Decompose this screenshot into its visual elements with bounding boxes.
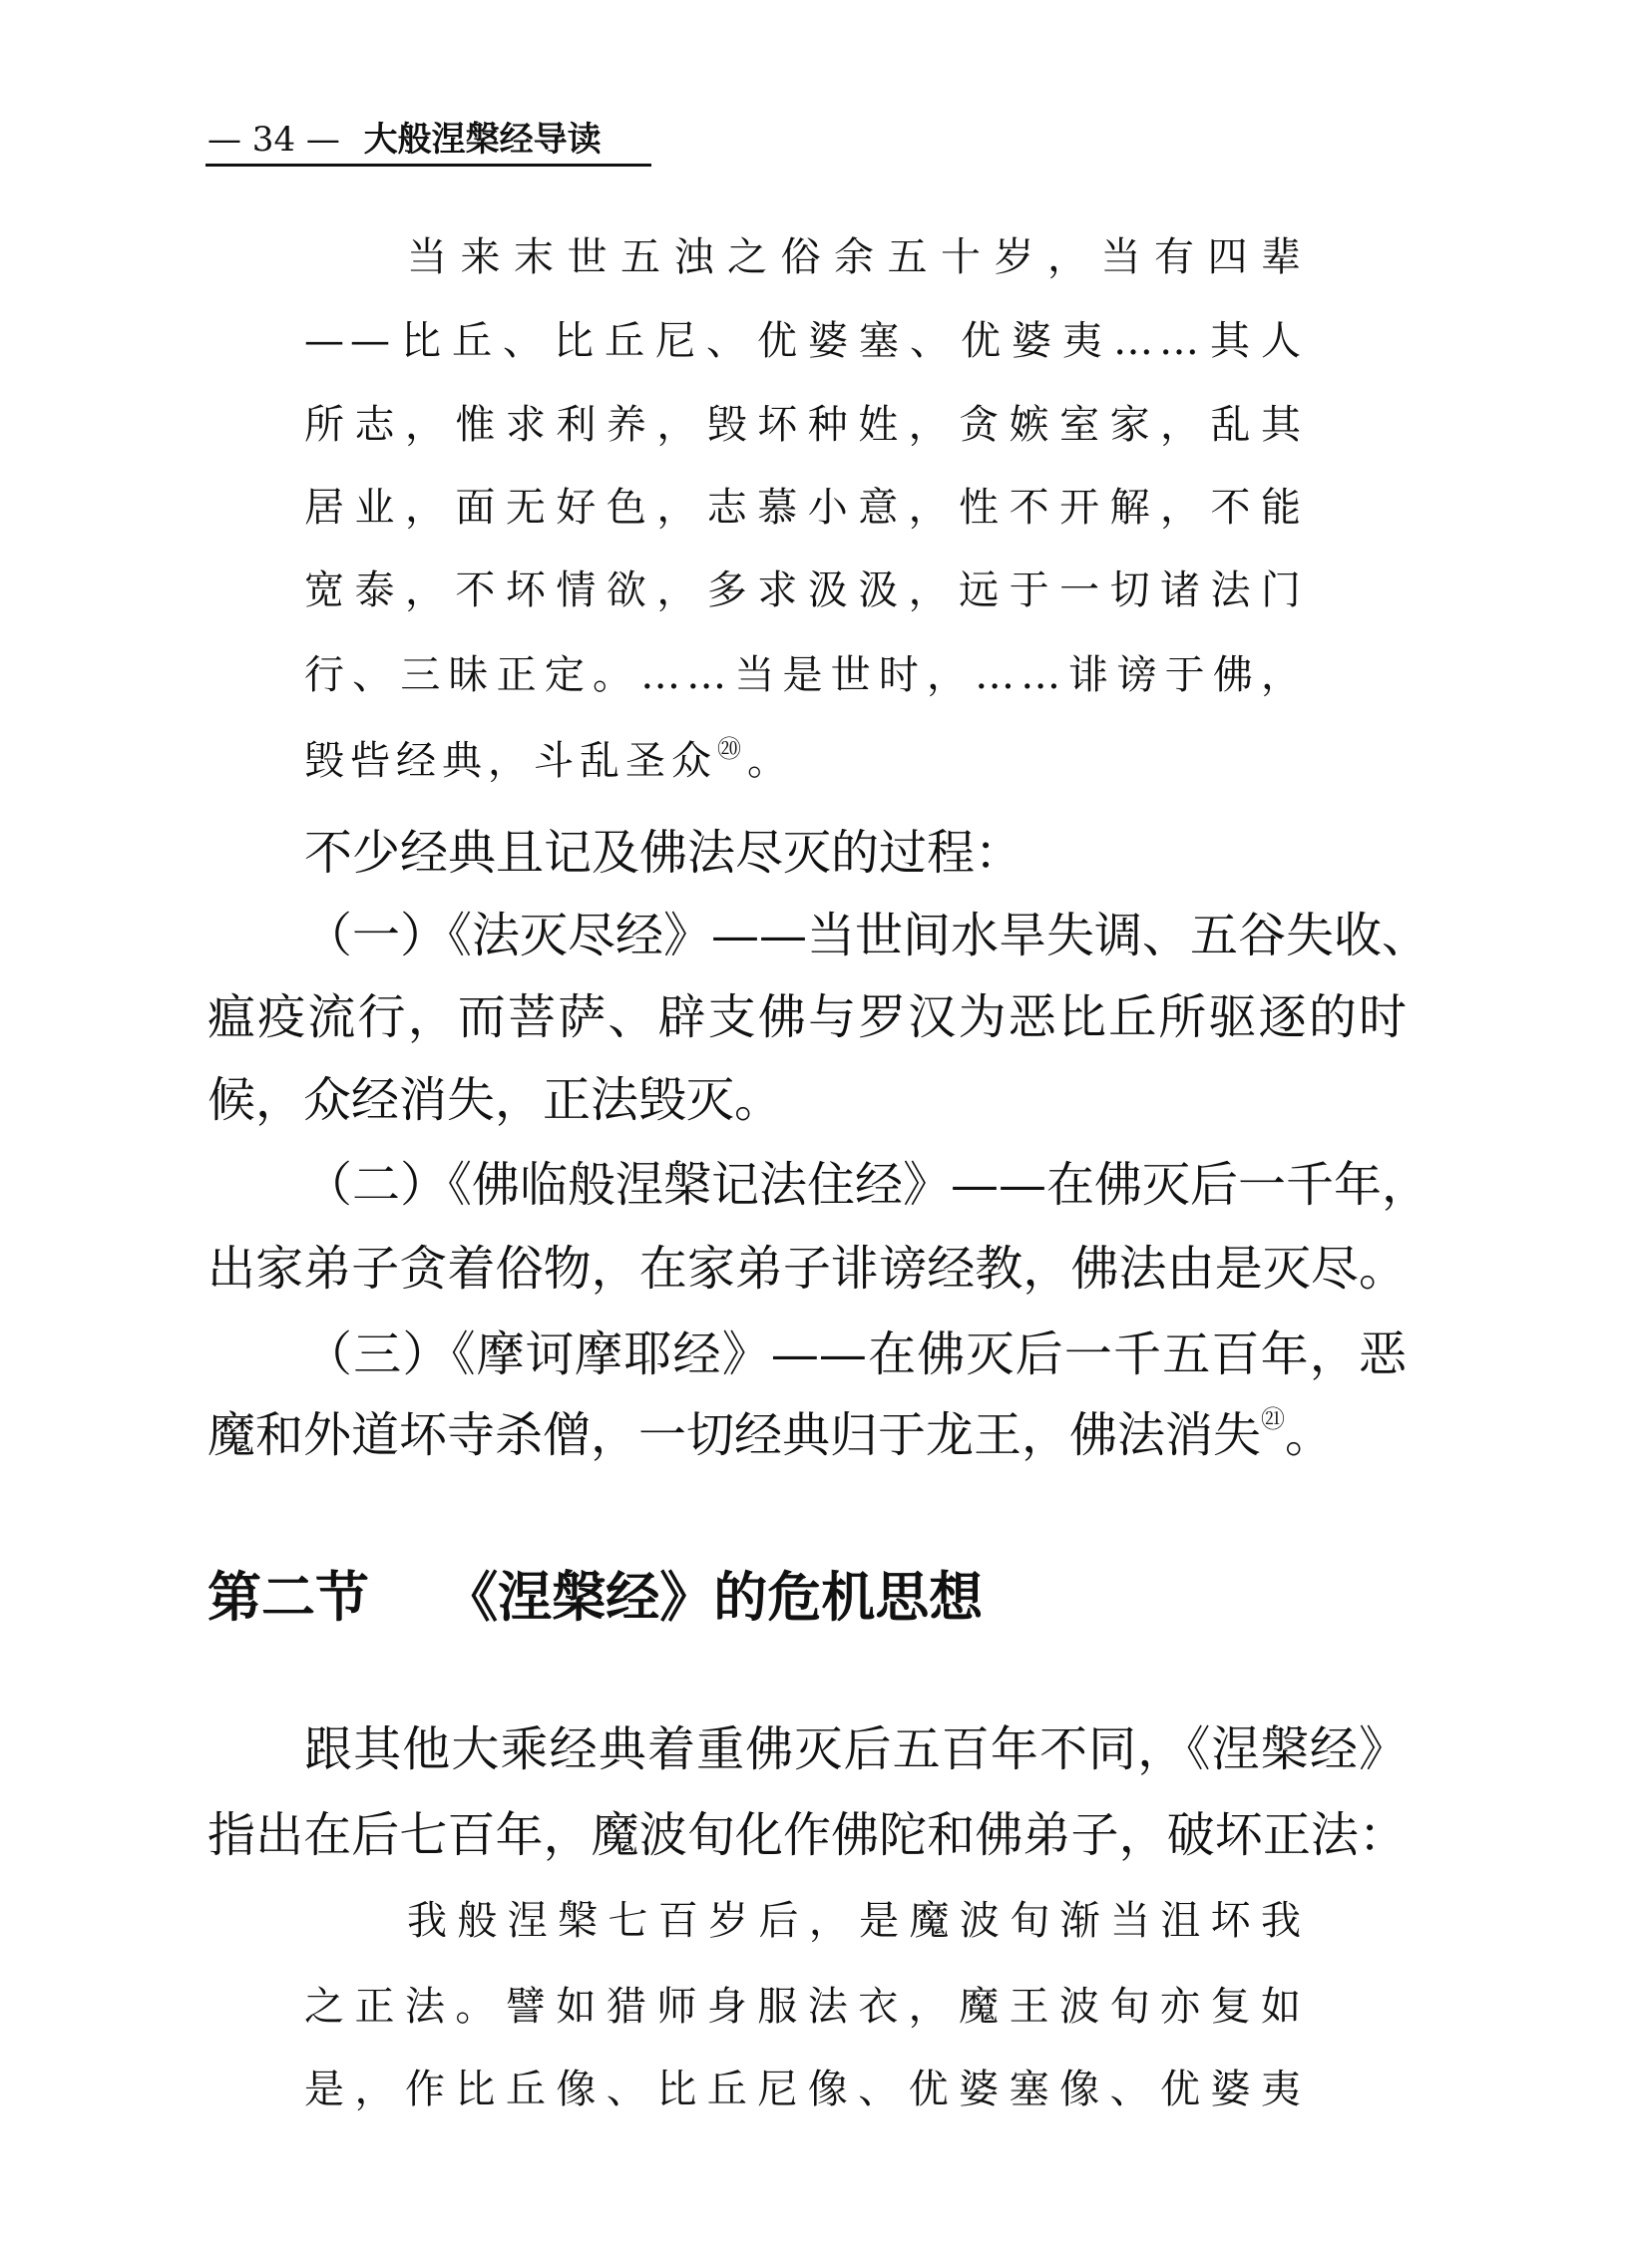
section-heading xyxy=(207,1566,983,1628)
body-line: 候，众经消失，正法毁灭。 xyxy=(207,1072,783,1128)
quote-line: 当来末世五浊之俗余五十岁，当有四辈 xyxy=(407,234,1307,280)
quote-line: 居业，面无好色，志慕小意，性不开解，不能 xyxy=(304,485,1307,531)
quote-line: 所志，惟求利养，毁坏种姓，贪嫉室家，乱其 xyxy=(304,402,1307,448)
body-line: （三）《摩诃摩耶经》——在佛灭后一千五百年，恶 xyxy=(304,1326,1407,1382)
book-title: 大般涅槃经导读 xyxy=(363,120,602,160)
body-line: 瘟疫流行，而菩萨、辟支佛与罗汉为恶比丘所驱逐的时 xyxy=(207,989,1407,1045)
footnote-ref-21[interactable]: ㉑ xyxy=(1261,1405,1286,1433)
running-header xyxy=(207,118,602,162)
section-title: 《涅槃经》的危机思想 xyxy=(444,1565,984,1629)
quote-line: 宽泰，不坏情欲，多求汲汲，远于一切诸法门 xyxy=(304,567,1307,613)
body-line: （二）《佛临般涅槃记法住经》——在佛灭后一千年， xyxy=(304,1157,1430,1213)
body-line: 不少经典且记及佛法尽灭的过程： xyxy=(304,825,1023,881)
body-text: 魔和外道坏寺杀僧，一切经典归于龙王，佛法消失 xyxy=(207,1407,1262,1463)
quote-tail: 。 xyxy=(747,738,793,784)
page-number: — 34 — xyxy=(207,120,340,160)
header-rule xyxy=(205,164,651,167)
section-number: 第二节 xyxy=(207,1565,369,1629)
quote-line: 之正法。譬如猎师身服法衣，魔王波旬亦复如 xyxy=(304,1984,1307,2030)
body-line: 指出在后七百年，魔波旬化作佛陀和佛弟子，破坏正法： xyxy=(207,1807,1407,1863)
body-line: 跟其他大乘经典着重佛灭后五百年不同，《涅槃经》 xyxy=(304,1721,1407,1777)
quote-text: 毁呰经典，斗乱圣众 xyxy=(304,738,717,784)
body-line xyxy=(207,1407,1407,1463)
body-line: （一）《法灭尽经》——当世间水旱失调、五谷失收、 xyxy=(304,908,1430,963)
quote-line: ——比丘、比丘尼、优婆塞、优婆夷……其人 xyxy=(304,318,1307,364)
body-tail: 。 xyxy=(1285,1407,1334,1463)
quote-line: 是，作比丘像、比丘尼像、优婆塞像、优婆夷 xyxy=(304,2067,1307,2112)
quote-line: 行、三昧正定。……当是世时，……诽谤于佛， xyxy=(304,652,1307,698)
body-line: 出家弟子贪着俗物，在家弟子诽谤经教，佛法由是灭尽。 xyxy=(207,1241,1407,1297)
quote-line: 我般涅槃七百岁后，是魔波旬渐当沮坏我 xyxy=(407,1898,1307,1944)
footnote-ref-20[interactable]: ⑳ xyxy=(717,735,747,763)
quote-line xyxy=(304,737,1307,785)
